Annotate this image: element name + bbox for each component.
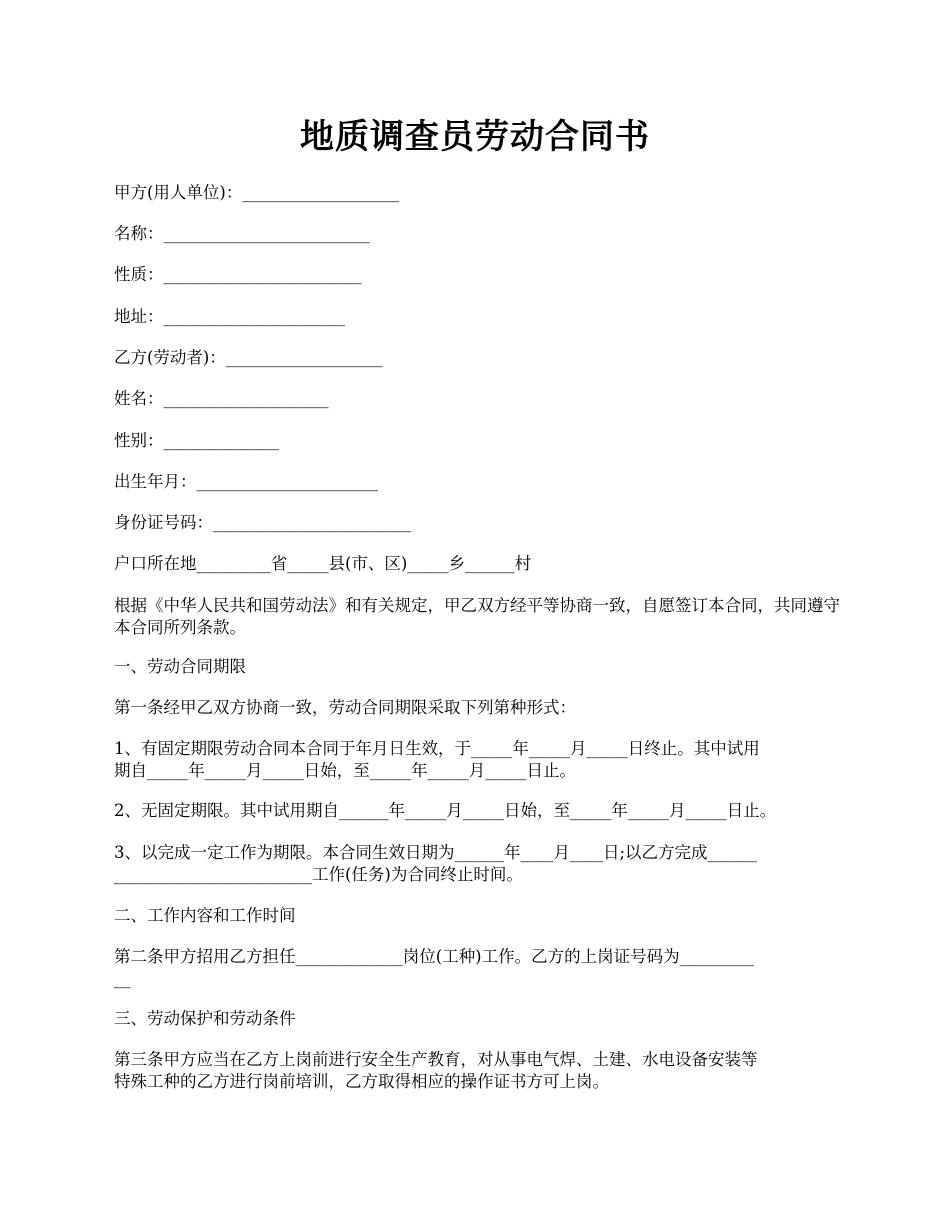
party-b-name-field: 姓名：____________________ bbox=[114, 389, 329, 408]
party-b-header: 乙方(劳动者)：___________________ bbox=[114, 348, 383, 367]
document-title: 地质调查员劳动合同书 bbox=[300, 117, 650, 157]
preamble-paragraph: 根据《中华人民共和国劳动法》和有关规定，甲乙双方经平等协商一致，自愿签订本合同，共同遵守本合同所列条款。 bbox=[114, 596, 840, 637]
article-3-line-1: 第三条甲方应当在乙方上岗前进行安全生产教育，对从事电气焊、土建、水电设备安装等 bbox=[114, 1050, 758, 1069]
article-3-line-2: 特殊工种的乙方进行岗前培训，乙方取得相应的操作证书方可上岗。 bbox=[114, 1072, 609, 1091]
article-2-line-1: 第二条甲方招用乙方担任_____________岗位(工种)工作。乙方的上岗证号码为_________ bbox=[114, 947, 754, 966]
section-2-heading: 二、工作内容和工作时间 bbox=[114, 906, 296, 925]
article-1: 第一条经甲乙双方协商一致，劳动合同期限采取下列第种形式： bbox=[114, 698, 576, 717]
party-a-nature-field: 性质：________________________ bbox=[114, 265, 362, 284]
section-3-heading: 三、劳动保护和劳动条件 bbox=[114, 1009, 296, 1028]
term-option-2: 2、无固定期限。其中试用期自______年_____月_____日始，至_____年_____月_____日止。 bbox=[114, 801, 777, 820]
term-option-3-line-1: 3、以完成一定工作为期限。本合同生效日期为______年____月____日;以乙方完成______ bbox=[114, 843, 758, 862]
party-b-birth-field: 出生年月：______________________ bbox=[114, 472, 378, 491]
term-option-1-line-2: 期自_____年_____月_____日始，至_____年_____月_____日止。 bbox=[114, 761, 576, 780]
section-1-heading: 一、劳动合同期限 bbox=[114, 657, 246, 676]
party-a-name-field: 名称：_________________________ bbox=[114, 224, 370, 243]
party-a-header: 甲方(用人单位)：___________________ bbox=[114, 183, 400, 202]
article-2-line-2: __ bbox=[114, 969, 131, 988]
term-option-3-line-2: ________________________工作(任务)为合同终止时间。 bbox=[114, 865, 523, 884]
term-option-1-line-1: 1、有固定期限劳动合同本合同于年月日生效，于_____年_____月_____日终止。其中试用 bbox=[114, 739, 760, 758]
party-b-id-field: 身份证号码：________________________ bbox=[114, 513, 411, 532]
party-a-address-field: 地址：______________________ bbox=[114, 307, 345, 326]
party-b-gender-field: 性别：______________ bbox=[114, 431, 279, 450]
party-b-household-field: 户口所在地_________省_____县(市、区)_____乡______村 bbox=[114, 554, 532, 573]
